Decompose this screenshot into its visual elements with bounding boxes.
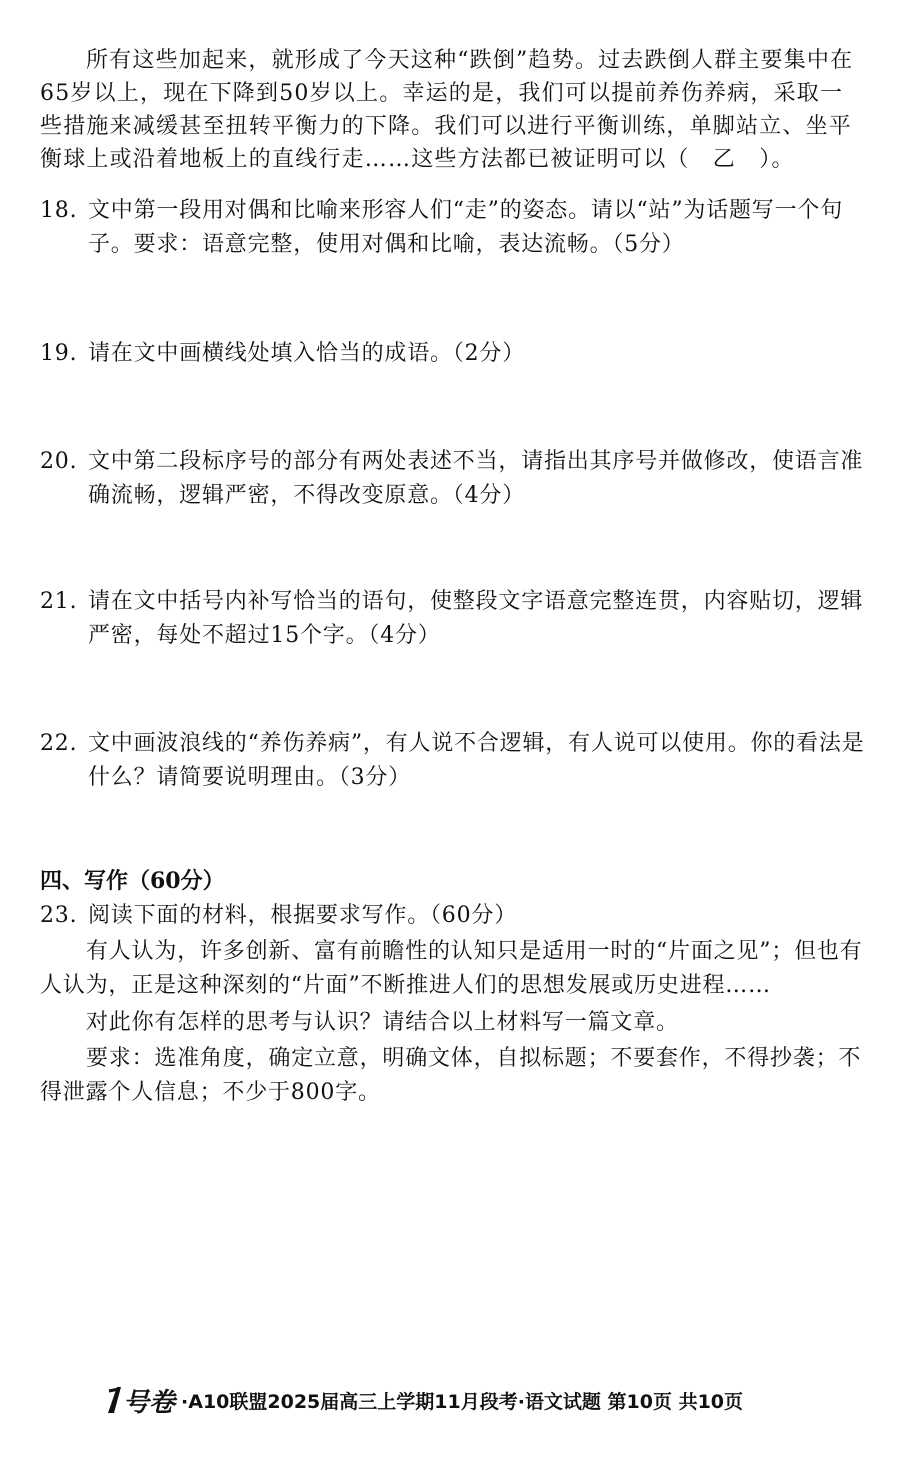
writing-requirements: 要求：选准角度，确定立意，明确文体，自拟标题；不要套作，不得抄袭；不得泄露个人信息；不少于800字。 — [40, 1046, 862, 1105]
question-text: 文中第二段标序号的部分有两处表述不当，请指出其序号并做修改，使语言准确流畅，逻辑严密，不得改变原意。（4分） — [88, 449, 864, 508]
question-number: 19. — [40, 341, 78, 366]
question-21 — [40, 585, 865, 653]
page-footer — [105, 1383, 805, 1417]
logo-mark-icon — [105, 1385, 123, 1415]
question-text: 阅读下面的材料，根据要求写作。（60分） — [88, 903, 517, 928]
question-number: 21. — [40, 589, 78, 614]
question-text: 文中画波浪线的“养伤养病”，有人说不合逻辑，有人说可以使用。你的看法是什么？请简要说明理由。（3分） — [88, 731, 865, 790]
passage-paragraph: 所有这些加起来，就形成了今天这种“跌倒”趋势。过去跌倒人群主要集中在65岁以上，现在下降到50岁以上。幸运的是，我们可以提前养伤养病，采取一些措施来减缓甚至扭转平衡力的下降。我们可以进行平衡训练，单脚站立、坐平衡球上或沿着地板上的直线行走……这些方法都已被证明可以（ 乙 ）。 — [40, 48, 854, 172]
question-22 — [40, 727, 865, 795]
writing-material-p1: 有人认为，许多创新、富有前瞻性的认知只是适用一时的“片面之见”；但也有人认为，正是这种深刻的“片面”不断推进人们的思想发展或历史进程…… — [40, 939, 863, 998]
question-text: 请在文中括号内补写恰当的语句，使整段文字语意完整连贯，内容贴切，逻辑严密，每处不超过15个字。（4分） — [88, 589, 864, 648]
section-title-writing: 四、写作（60分） — [40, 868, 225, 894]
question-text: 文中第一段用对偶和比喻来形容人们“走”的姿态。请以“站”为话题写一个句子。要求：语意完整，使用对偶和比喻，表达流畅。（5分） — [88, 198, 843, 257]
question-number: 23. — [40, 903, 78, 928]
question-text: 请在文中画横线处填入恰当的成语。（2分） — [88, 341, 525, 366]
logo-text: 号卷 — [123, 1387, 176, 1418]
question-19 — [40, 337, 865, 371]
question-23 — [40, 899, 865, 933]
publisher-logo — [105, 1382, 175, 1419]
question-number: 18. — [40, 198, 78, 223]
writing-material-p2: 对此你有怎样的思考与认识？请结合以上材料写一篇文章。 — [86, 1010, 679, 1035]
question-20 — [40, 445, 865, 513]
question-18 — [40, 194, 865, 262]
question-number: 22. — [40, 731, 78, 756]
footer-text: ·A10联盟2025届高三上学期11月段考·语文试题 第10页 共10页 — [181, 1390, 744, 1413]
question-number: 20. — [40, 449, 78, 474]
